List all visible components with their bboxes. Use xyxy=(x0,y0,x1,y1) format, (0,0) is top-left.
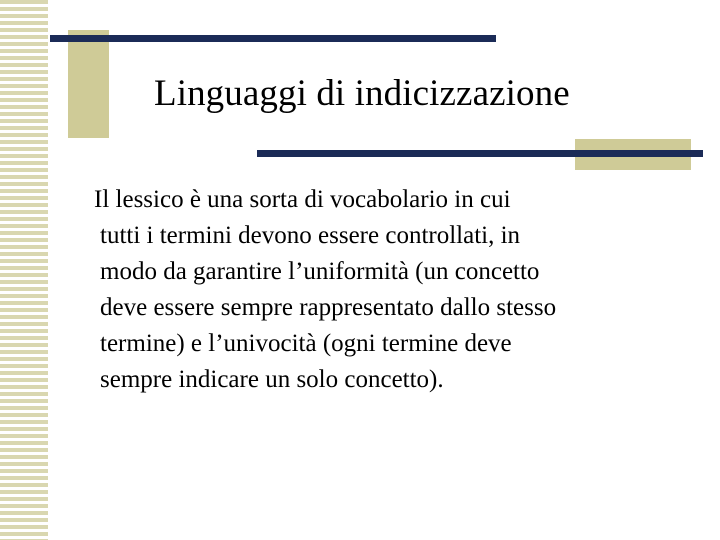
body-line: Il lessico è una sorta di vocabolario in cui xyxy=(94,186,511,213)
decorative-rule-bottom xyxy=(257,150,703,157)
body-line: sempre indicare un solo concetto). xyxy=(100,366,444,393)
slide-title: Linguaggi di indicizzazione xyxy=(154,73,570,114)
body-line: tutti i termini devono essere controllati, in xyxy=(100,222,521,249)
decorative-side-stripes xyxy=(0,0,50,540)
body-line: deve essere sempre rappresentato dallo stesso xyxy=(100,294,557,321)
body-line: termine) e l’univocità (ogni termine deve xyxy=(100,330,512,357)
decorative-accent-block-top xyxy=(68,30,109,138)
decorative-rule-top xyxy=(50,35,496,42)
slide-body-text xyxy=(94,182,694,398)
body-line: modo da garantire l’uniformità (un concetto xyxy=(100,258,540,285)
